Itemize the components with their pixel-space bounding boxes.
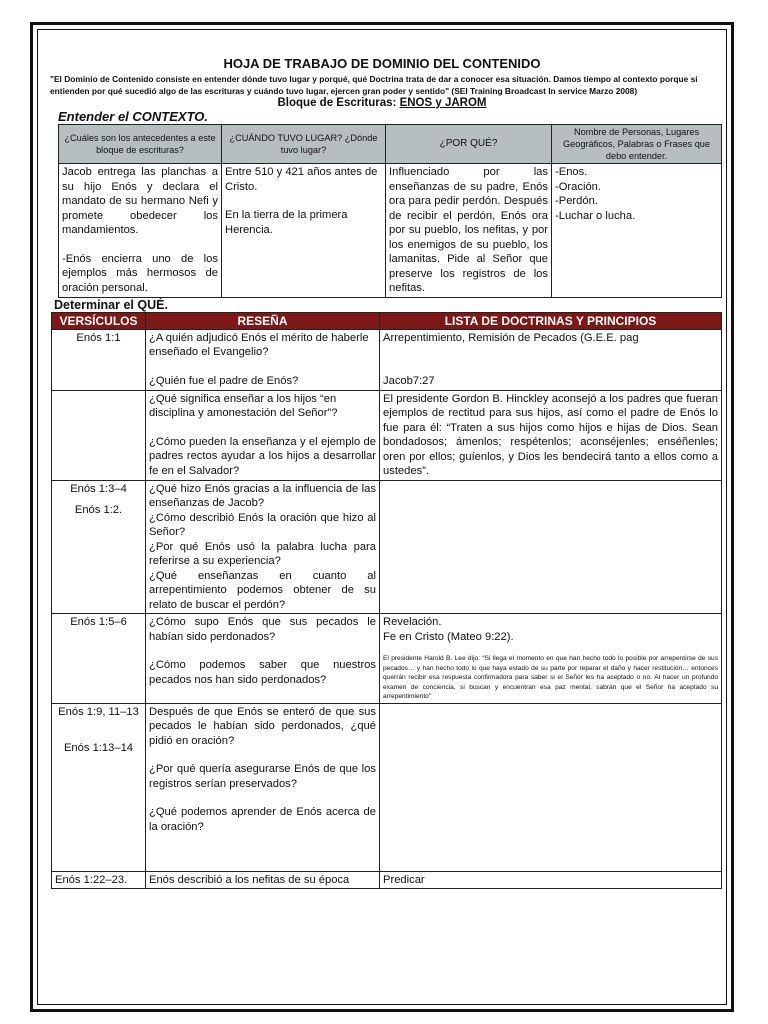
doctrine-text: Arrepentimiento, Remisión de Pecados (G.E.E. pag [383,331,639,344]
resena-cell [146,480,380,614]
page-title: HOJA DE TRABAJO DE DOMINIO DEL CONTENIDO [223,56,541,71]
block-label: Bloque de Escrituras: [277,97,400,109]
cell-antecedentes [59,164,222,298]
verse-cell [52,480,146,614]
header-porque: ¿POR QUÉ? [386,125,552,164]
antecedentes-text-2: -Enós encierra uno de los ejemplos más hermosos de oración personal. [62,252,218,294]
question: ¿Qué hizo Enós gracias a la influencia de las enseñanzas de Jacob? [149,482,376,509]
question: ¿Qué enseñanzas en cuanto al arrepentimiento podemos obtener de su relato de buscar el perdón? [149,569,376,611]
resena-cell [146,329,380,390]
question: Después de que Enós se enteró de que sus pecados le habían sido perdonados, ¿qué pidió en oración? [149,705,376,747]
page-inner-border [37,29,727,1005]
doctrine-cell [380,480,722,614]
que-heading: Determinar el QUÉ. [54,297,168,312]
header-versiculos: VERSÍCULOS [52,312,146,329]
question: ¿Por qué Enós usó la palabra lucha para referirse a su experiencia? [149,540,376,567]
question: ¿Cómo pueden la enseñanza y el ejemplo de padres rectos ayudar a los hijos a desarrollar fe en el Salvador? [149,435,376,477]
header-doctrinas: LISTA DE DOCTRINAS Y PRINCIPIOS [380,312,722,329]
table-row [52,390,722,480]
nombre-item: -Luchar o lucha. [555,209,636,222]
table-row [52,871,722,889]
doctrine-text: Revelación. [383,616,442,628]
cell-cuando [222,164,386,298]
doctrine-cell [380,329,722,390]
header-cuando: ¿CUÁNDO TUVO LUGAR? ¿Dónde tuvo lugar? [222,125,386,164]
question: ¿Qué significa enseñar a los hijos “en disciplina y amonestación del Señor”? [149,392,338,419]
doctrine-cell: Predicar [380,871,722,889]
context-body-row [59,164,722,298]
table-row [52,614,722,704]
context-table [58,124,722,298]
verse-ref: Enós 1:13–14 [63,742,134,754]
table-row [52,329,722,390]
main-table [51,312,722,890]
antecedentes-text-1: Jacob entrega las planchas a su hijo Enós y declara el mandato de su hermano Nefi y promete obedecer los mandamientos. [62,166,218,236]
verse-cell: Enós 1:1 [52,329,146,390]
cell-nombres [552,164,722,298]
header-antecedentes: ¿Cuáles son los antecedentes a este bloque de escrituras? [59,125,222,164]
header-resena: RESEÑA [146,312,380,329]
doctrine-cell: El presidente Gordon B. Hinckley aconsejó a los padres que fueran ejemplos de rectitud para sus hijos, así como el padre de Enós lo fue para él: “Traten a sus hijos como hijos e hijas de Dios. Sean bondadosos; ámenlos; respétenlos; aconséjenles; enséñenles; oren por ellos; guíenlos, y Dios les bendecirá tanto a ellos como a ustedes”. [380,390,722,480]
lee-quote: El presidente Harold B. Lee dijo: “Si llega el momento en que han hecho todo lo posible por arrepentirse de sus pecados… y han hecho todo lo que haya estado de su parte por reparar el daño y hacer restitución… entonces querrán recibir esa respuesta confirmadora para saber si el Señor les ha aceptado o no. Al hacer un profundo examen de conciencia, si buscan y encuentran esa paz mental, sabrán que el Señor ha aceptado su arrepentimiento” [383,655,718,700]
context-heading: Entender el CONTEXTO. [58,109,209,124]
resena-cell: Enós describió a los nefitas de su época [146,871,380,889]
table-row [52,480,722,614]
cuando-text-2: En la tierra de la primera Herencia. [225,209,348,236]
doctrine-text: Jacob7:27 [383,375,435,387]
cell-porque: Influenciado por las enseñanzas de su padre, Enós ora para pedir perdón. Después de recibir el perdón, Enós ora por su pueblo, los nefitas, y por los enemigos de su pueblo, los lamanitas. Pide al Señor que preserve los registros de los nefitas. [386,164,552,298]
verse-ref: Enós 1:2. [74,504,123,516]
cuando-text-1: Entre 510 y 421 años antes de Cristo. [225,166,378,193]
verse-cell: Enós 1:22–23. [52,871,146,889]
doctrine-cell [380,703,722,871]
verse-ref: Enós 1:3–4 [70,482,127,495]
resena-cell [146,390,380,480]
nombre-item: -Enos. [555,166,588,178]
page-frame [30,22,734,1012]
table-row [52,703,722,871]
question: ¿Cómo describió Enós la oración que hizo al Señor? [149,511,376,538]
nombre-item: -Perdón. [555,195,598,207]
verse-cell [52,703,146,871]
verse-cell [52,390,146,480]
resena-cell [146,614,380,704]
doctrine-text: Fe en Cristo (Mateo 9:22). [383,630,514,643]
context-header-row [59,125,722,164]
resena-cell [146,703,380,871]
block-name: ENOS y JAROM [399,97,487,109]
question: ¿Por qué quería asegurarse Enós de que los registros serían preservados? [149,763,376,790]
question: ¿A quién adjudicó Enós el mérito de haberle enseñado el Evangelio? [149,331,369,358]
question: ¿Quién fue el padre de Enós? [149,374,299,387]
question: ¿Qué podemos aprender de Enós acerca de la oración? [149,806,376,833]
nombre-item: -Oración. [555,180,602,193]
doctrine-cell [380,614,722,704]
verse-cell: Enós 1:5–6 [52,614,146,704]
question: ¿Cómo supo Enós que sus pecados le habían sido perdonados? [149,616,376,643]
question: ¿Cómo podemos saber que nuestros pecados nos han sido perdonados? [149,659,376,686]
verse-ref: Enós 1:9, 11–13 [58,705,139,718]
header-nombres: Nombre de Personas, Lugares Geográficos, Palabras o Frases que debo entender. [552,125,722,164]
intro-quote: "El Dominio de Contenido consiste en entender dónde tuvo lugar y porqué, qué Doctrina trata de dar a conocer esa situación. Damos tiempo al contexto porque si entienden por qué sucedió algo de las escrituras y cuándo tuvo lugar, ejercen gran poder y sentido" (SEI Training Broadcast In service Marzo 2008) [50,74,698,96]
main-header-row [52,312,722,329]
